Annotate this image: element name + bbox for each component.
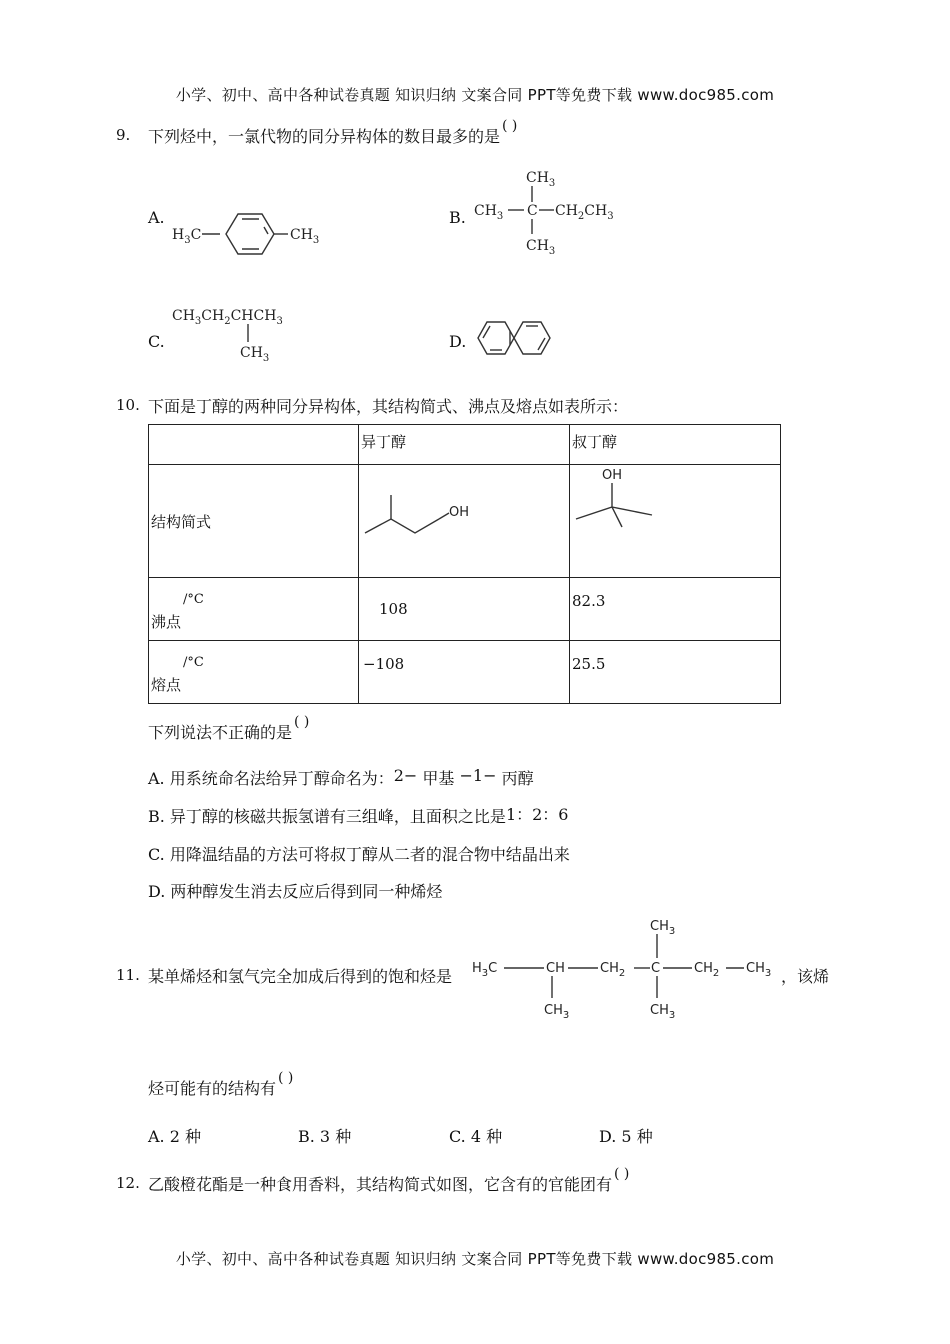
- q9a-ch3: $CH_3$: [290, 227, 320, 246]
- q11-ch3-right: $CH_3$: [746, 961, 772, 979]
- isobutanol-skeletal-structure: [361, 489, 491, 549]
- bp-label-text: 沸点: [151, 612, 182, 631]
- q9b-left: $CH_3$: [474, 203, 504, 222]
- q11-saturated-hydrocarbon-structure: [470, 912, 782, 1024]
- table-cell-mp-isobutanol: −108: [359, 641, 570, 704]
- table-header-isobutanol: 异丁醇: [359, 425, 570, 465]
- q11-option-c: C. 4 种: [449, 1127, 503, 1146]
- table-cell-mp-tert-butanol: 25.5: [570, 641, 781, 704]
- q11-option-d: D. 5 种: [599, 1127, 653, 1146]
- isobutanol-oh: OH: [449, 505, 470, 520]
- table-row-structure-label: 结构简式: [149, 465, 359, 578]
- q11-stem: 某单烯烃和氢气完全加成后得到的饱和烃是: [148, 967, 453, 986]
- q9-option-d-structure: [472, 314, 556, 362]
- q11-number: 11.: [116, 966, 140, 984]
- mp-unit: /°C: [183, 654, 204, 670]
- q11-option-b: B. 3 种: [298, 1127, 352, 1146]
- q11-option-a: A. 2 种: [148, 1127, 201, 1146]
- q10-option-b-ratio: 1：2：6: [505, 805, 569, 824]
- q9-option-b-label: B.: [449, 208, 466, 227]
- q11-ch3-bottom-2: $CH_3$: [650, 1003, 676, 1021]
- q9b-right: $CH_2CH_3$: [555, 203, 614, 222]
- q10-option-a-f2: −1−: [459, 766, 497, 785]
- tert-butanol-oh: OH: [602, 468, 623, 483]
- q9a-h3c: $H_3C$: [172, 227, 202, 246]
- q12-stem: [148, 1166, 630, 1195]
- q9-option-c-label: C.: [148, 332, 165, 351]
- page-header: 小学、初中、高中各种试卷真题 知识归纳 文案合同 PPT等免费下载 www.doc985.com: [175, 86, 775, 104]
- q10-sub-stem: [148, 714, 310, 743]
- q9-option-a-structure: [170, 200, 330, 264]
- q9-option-d-label: D.: [449, 332, 467, 351]
- table-row-mp-label: [149, 641, 359, 704]
- q10-option-c: C. 用降温结晶的方法可将叔丁醇从二者的混合物中结晶出来: [148, 845, 570, 864]
- q9-stem-text: 下列烃中，一氯代物的同分异构体的数目最多的是: [148, 127, 501, 146]
- q9-option-a-label: A.: [148, 208, 165, 227]
- q10-option-a: [148, 766, 534, 789]
- q10-data-table: [148, 424, 781, 704]
- q9-option-b-structure: [470, 162, 630, 258]
- q9a-benzene-ring: [226, 214, 274, 254]
- q9b-c: C: [527, 203, 538, 219]
- q11-ch3-bottom-1: $CH_3$: [544, 1003, 570, 1021]
- q12-answer-paren: ( ): [614, 1166, 630, 1182]
- q11-ch3-top: $CH_3$: [650, 919, 676, 937]
- q11-ch: CH: [546, 961, 565, 976]
- q10-option-b-pre: B. 异丁醇的核磁共振氢谱有三组峰，且面积之比是: [148, 807, 506, 826]
- table-cell-bp-tert-butanol: 82.3: [570, 578, 781, 641]
- q10-sub-stem-text: 下列说法不正确的是: [148, 723, 293, 742]
- q11-stem-line2: [148, 1070, 294, 1099]
- q11-answer-paren: ( ): [278, 1070, 294, 1086]
- q10-option-a-post: 丙醇: [496, 769, 534, 788]
- table-row-bp-label: [149, 578, 359, 641]
- q9-number: 9.: [116, 126, 131, 144]
- mp-label-text: 熔点: [151, 675, 182, 694]
- q9b-top: $CH_3$: [526, 170, 556, 189]
- q10-option-a-pre: A. 用系统命名法给异丁醇命名为：: [148, 769, 394, 788]
- q9c-bottom: $CH_3$: [240, 345, 270, 364]
- page-footer: 小学、初中、高中各种试卷真题 知识归纳 文案合同 PPT等免费下载 www.doc985.com: [175, 1250, 775, 1268]
- q11-stem-tail: ，该烯: [781, 967, 830, 986]
- table-header-empty: [149, 425, 359, 465]
- q12-stem-text: 乙酸橙花酯是一种食用香料，其结构简式如图，它含有的官能团有: [148, 1175, 613, 1194]
- q10-number: 10.: [116, 396, 140, 414]
- q11-quaternary-c: C: [651, 961, 661, 976]
- q10-option-a-mid: 甲基: [417, 769, 460, 788]
- q10-answer-paren: ( ): [294, 714, 310, 730]
- table-cell-bp-isobutanol: 108: [359, 578, 570, 641]
- q9b-bottom: $CH_3$: [526, 238, 556, 257]
- q11-h3c: $H_3C$: [472, 961, 498, 979]
- q12-number: 12.: [116, 1174, 140, 1192]
- table-cell-isobutanol-structure: [359, 465, 570, 578]
- q10-option-b: [148, 804, 568, 827]
- q10-stem: 下面是丁醇的两种同分异构体，其结构简式、沸点及熔点如表所示：: [148, 397, 629, 416]
- q9-stem: [148, 118, 518, 147]
- q9c-top: $CH_3CH_2CHCH_3$: [172, 308, 283, 327]
- tert-butanol-skeletal-structure: [572, 465, 672, 537]
- table-header-tert-butanol: 叔丁醇: [570, 425, 781, 465]
- bp-unit: /°C: [183, 591, 204, 607]
- q11-stem2-text: 烃可能有的结构有: [148, 1079, 277, 1098]
- q9-answer-paren: ( ): [502, 118, 518, 134]
- q11-ch2-right: $CH_2$: [694, 961, 720, 979]
- q10-option-d: D. 两种醇发生消去反应后得到同一种烯烃: [148, 882, 443, 901]
- q10-option-a-f1: 2−: [393, 766, 418, 785]
- table-cell-tert-butanol-structure: [570, 465, 781, 578]
- q9-option-c-structure: [170, 300, 320, 366]
- q11-ch2-left: $CH_2$: [600, 961, 626, 979]
